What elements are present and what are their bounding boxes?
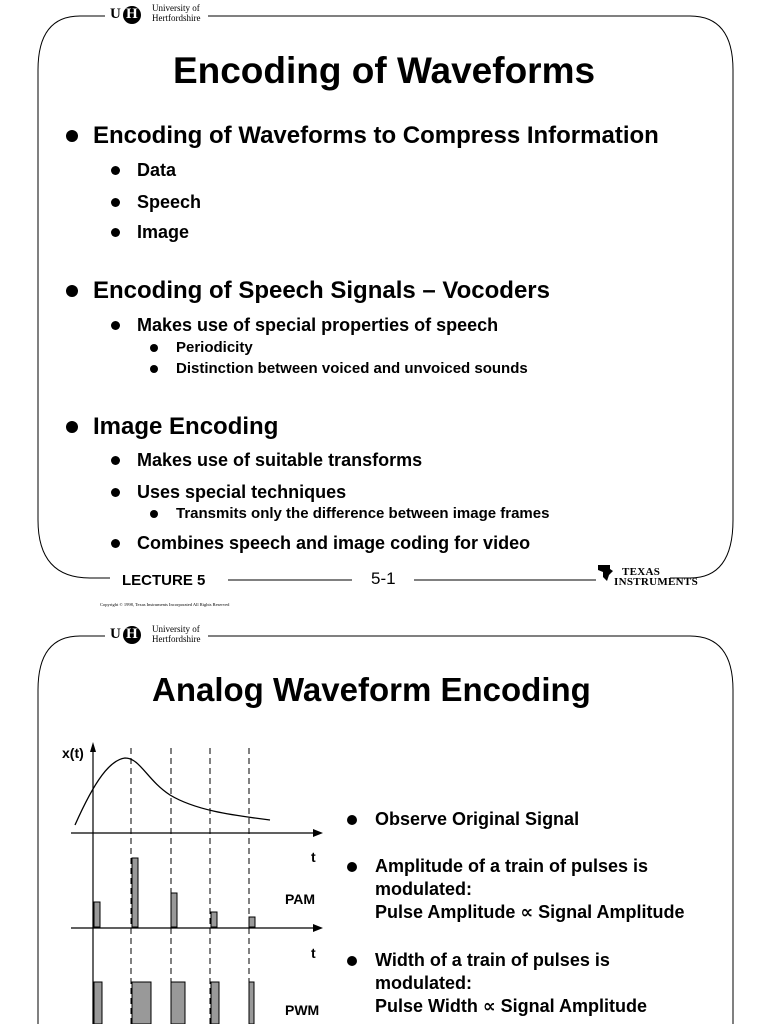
bullet-dot: [111, 321, 120, 330]
pam-pulse: [94, 902, 100, 927]
pwm-label: PWM: [285, 1002, 320, 1018]
ti-logo-icon: [596, 563, 614, 583]
bullet-line: Pulse Width ∝ Signal Amplitude: [375, 996, 647, 1016]
pwm-pulse: [171, 982, 185, 1024]
bullet-dot: [66, 130, 78, 142]
waveform-diagram: [55, 740, 335, 1024]
bullet-line: modulated:: [375, 879, 472, 899]
bullet-line: Observe Original Signal: [375, 809, 580, 829]
bullet-dot: [150, 365, 158, 373]
bullet-l3: Periodicity: [176, 339, 253, 356]
pam-label: PAM: [285, 891, 316, 907]
slide2-title: Analog Waveform Encoding: [152, 671, 591, 708]
y-axis-arrowhead: [90, 742, 96, 752]
signal-curve: [75, 758, 270, 825]
bullet-dot: [111, 198, 120, 207]
bullet-dot: [111, 488, 120, 497]
bullet-l1: Encoding of Waveforms to Compress Information: [93, 122, 659, 149]
pwm-pulse: [132, 982, 151, 1024]
bullet-line: Pulse Amplitude ∝ Signal Amplitude: [375, 902, 685, 922]
slide1-title: Encoding of Waveforms: [172, 50, 596, 91]
ti-logo-text: [614, 567, 698, 587]
bullet-l2: Data: [137, 160, 177, 180]
bullet-l2: Uses special techniques: [137, 482, 347, 502]
pam-pulse: [249, 917, 255, 927]
pam-pulse: [132, 858, 138, 927]
bullet-dot: [111, 228, 120, 237]
bullet-dot: [347, 862, 357, 872]
bullet-line: modulated:: [375, 973, 472, 993]
slide1-university-name: [152, 3, 200, 23]
ti-line2: INSTRUMENTS: [614, 576, 698, 588]
bullet-line: Amplitude of a train of pulses is: [375, 856, 649, 876]
slide2-university-name: [152, 624, 200, 644]
slide2-bullet: [375, 855, 685, 924]
bullet-l2: Makes use of suitable transforms: [137, 450, 423, 470]
bullet-l2: Image: [137, 222, 190, 242]
bullet-l3: Transmits only the difference between image frames: [176, 505, 550, 522]
university-line2: Hertfordshire: [152, 13, 201, 23]
bullet-l1: Image Encoding: [93, 413, 279, 440]
bullet-l2: Makes use of special properties of speech: [137, 315, 499, 335]
bullet-line: Width of a train of pulses is: [375, 950, 610, 970]
ti-line1: TEXAS: [622, 566, 661, 578]
bullet-l2: Combines speech and image coding for video: [137, 533, 531, 553]
bullet-l3: Distinction between voiced and unvoiced sounds: [176, 360, 528, 377]
bullet-l2: Speech: [137, 192, 202, 212]
pam-pulse: [211, 912, 217, 927]
bullet-dot: [111, 456, 120, 465]
bullet-dot: [150, 510, 158, 518]
copyright-notice: Copyright © 1998, Texas Instruments Incorporated All Rights Reserved: [100, 602, 230, 607]
university-line2: Hertfordshire: [152, 634, 201, 644]
uh-logo-h: H: [126, 6, 138, 22]
bullet-dot: [347, 815, 357, 825]
uh-logo-u: U: [110, 6, 121, 22]
bullet-dot: [66, 285, 78, 297]
slide2-bullet: [375, 949, 647, 1018]
university-line1: University of: [152, 624, 200, 634]
time-label-2: t: [311, 945, 316, 961]
slide2-bullet: [375, 808, 579, 831]
uh-logo-h: H: [126, 626, 138, 642]
signal-label: x(t): [62, 745, 84, 761]
time-axis-2-arrowhead: [313, 924, 323, 932]
university-line1: University of: [152, 3, 200, 13]
pam-pulse: [171, 893, 177, 927]
bullet-dot: [150, 344, 158, 352]
bullet-dot: [111, 539, 120, 548]
pwm-pulse: [94, 982, 102, 1024]
pwm-pulse: [249, 982, 254, 1024]
bullet-dot: [347, 956, 357, 966]
pwm-pulse: [211, 982, 219, 1024]
page-number: 5-1: [371, 569, 396, 588]
uh-logo-u: U: [110, 626, 121, 642]
bullet-dot: [111, 166, 120, 175]
lecture-label: LECTURE 5: [122, 572, 206, 589]
bullet-dot: [66, 421, 78, 433]
time-axis-1-arrowhead: [313, 829, 323, 837]
bullet-l1: Encoding of Speech Signals – Vocoders: [93, 277, 550, 304]
time-label-1: t: [311, 849, 316, 865]
